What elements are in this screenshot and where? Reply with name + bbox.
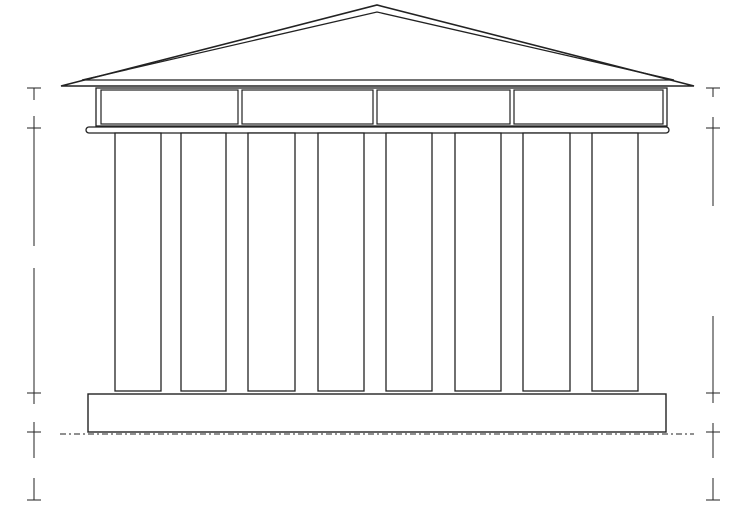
beam-box-4: [514, 90, 663, 124]
roof-outer: [61, 5, 694, 86]
beam-box-2: [242, 90, 373, 124]
left-labels: [27, 88, 41, 500]
beam-bottom-bar: [86, 127, 669, 133]
pillar-5: [386, 133, 432, 391]
roof: [61, 5, 694, 86]
beam-box-1: [101, 90, 238, 124]
platform: [88, 394, 666, 432]
pillar-2: [181, 133, 226, 391]
pillar-4: [318, 133, 364, 391]
right-labels: [706, 88, 720, 500]
pillar-6: [455, 133, 501, 391]
beam-box-3: [377, 90, 510, 124]
beam: [86, 88, 669, 133]
platform-box: [88, 394, 666, 432]
pillar-1: [115, 133, 161, 391]
pillar-7: [523, 133, 570, 391]
pillar-8: [592, 133, 638, 391]
pillar-3: [248, 133, 295, 391]
pillars: [115, 133, 638, 391]
